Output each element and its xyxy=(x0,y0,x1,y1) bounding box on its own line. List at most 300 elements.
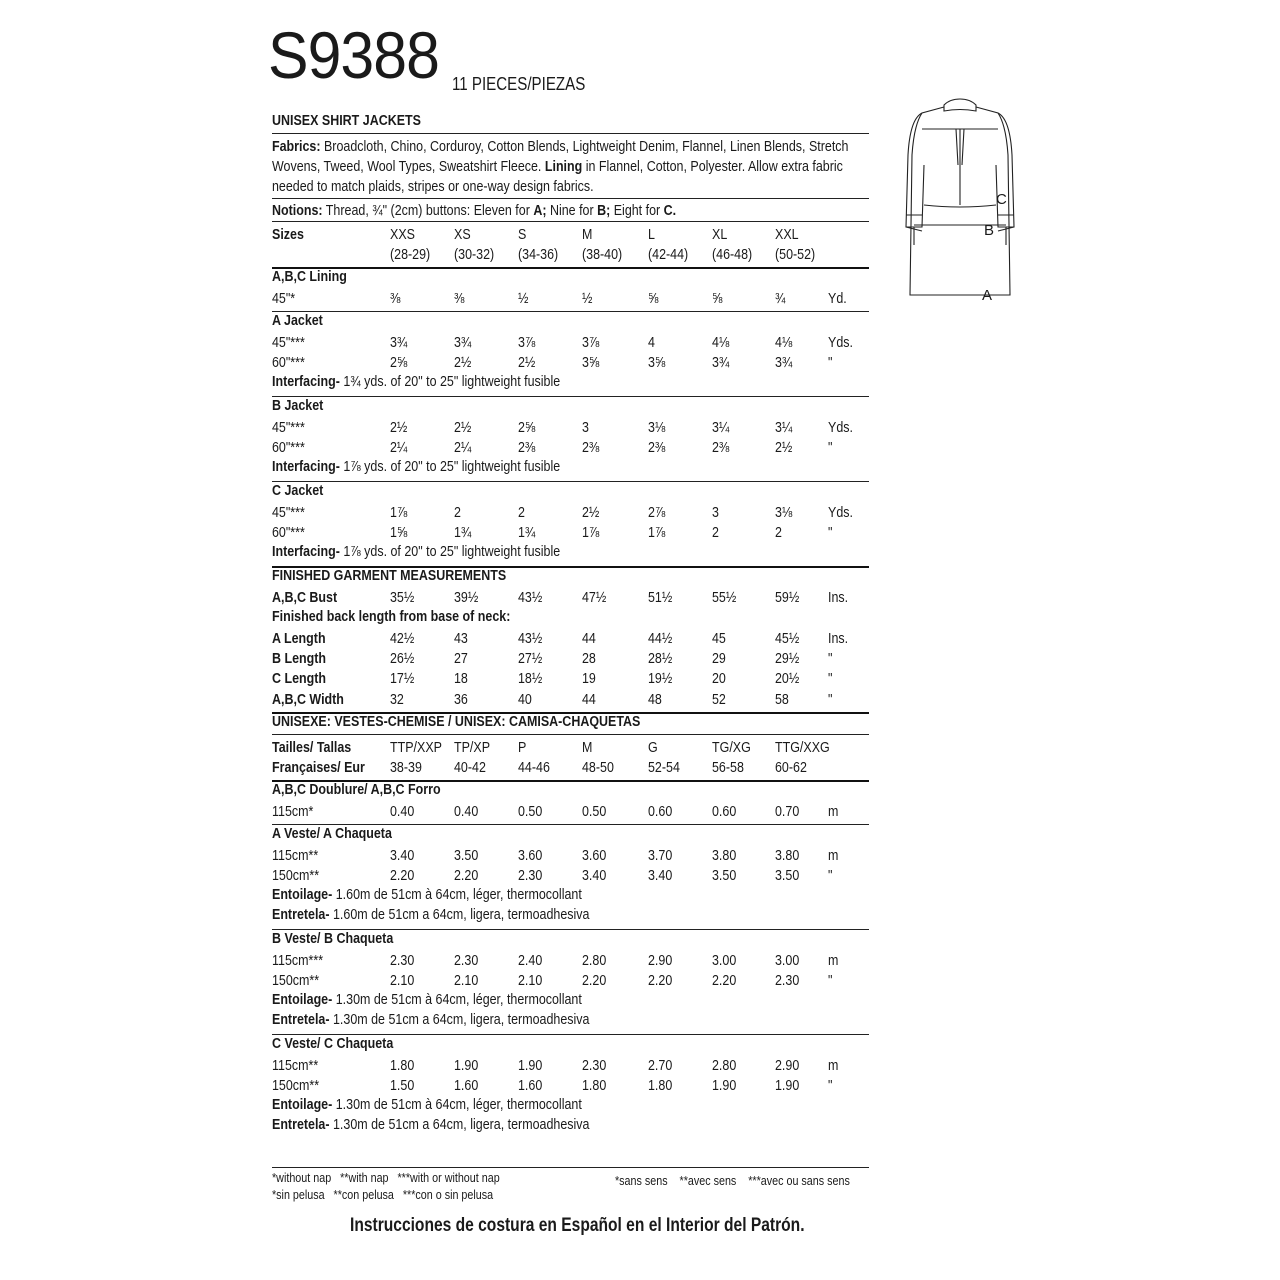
notions-text: Eight for xyxy=(610,203,664,219)
notions-a: A; xyxy=(533,203,547,219)
cell: 2⅝ xyxy=(390,355,408,371)
yardage-row xyxy=(272,866,872,886)
unit: " xyxy=(828,1078,833,1094)
entoilage-label: Entoilage- xyxy=(272,1097,333,1113)
cell: 19 xyxy=(582,671,596,687)
cell: 3.60 xyxy=(582,848,607,864)
size-range: (50-52) xyxy=(775,247,816,263)
size-range: 56-58 xyxy=(712,760,744,776)
cell: 2⅜ xyxy=(518,440,536,456)
cell: 0.40 xyxy=(454,804,479,820)
section-title: A Jacket xyxy=(272,313,323,329)
notions-b: B; xyxy=(597,203,611,219)
cell: 4 xyxy=(648,335,655,351)
cell: 44 xyxy=(582,631,596,647)
footnote-spanish: *sin pelusa **con pelusa ***con o sin pelusa xyxy=(272,1188,494,1202)
cell: 1¾ xyxy=(518,525,536,541)
entretela-note xyxy=(272,1012,589,1028)
cell: 1⅞ xyxy=(390,505,408,521)
size-name: M xyxy=(582,740,593,756)
interfacing-note xyxy=(272,459,560,475)
size-name: TTG/XXG xyxy=(775,740,830,756)
cell: 3⅛ xyxy=(775,505,793,521)
size-range: (38-40) xyxy=(582,247,623,263)
row-label: 150cm** xyxy=(272,868,320,884)
unit: " xyxy=(828,651,833,667)
cell: 3⅝ xyxy=(582,355,600,371)
back-pleat xyxy=(956,129,964,205)
section-title: A Veste/ A Chaqueta xyxy=(272,826,392,842)
cell: 2¼ xyxy=(390,440,408,456)
row-label: 150cm** xyxy=(272,973,320,989)
section-title: UNISEXE: VESTES-CHEMISE / UNISEX: CAMISA-CHAQUETAS xyxy=(272,714,641,730)
yardage-row xyxy=(272,438,872,458)
row-label: 45"*** xyxy=(272,335,305,351)
cell: 51½ xyxy=(648,590,673,606)
interfacing-label: Interfacing- xyxy=(272,544,340,560)
cell: 3⅛ xyxy=(648,420,666,436)
unit: Yds. xyxy=(828,420,853,436)
view-label-a: A xyxy=(982,287,993,304)
section-title: A,B,C Doublure/ A,B,C Forro xyxy=(272,782,441,798)
measurement-row xyxy=(272,690,872,710)
cell: 2.30 xyxy=(518,868,543,884)
cell: 1⅞ xyxy=(582,525,600,541)
pattern-subtitle: UNISEX SHIRT JACKETS xyxy=(272,113,421,129)
cell: 18½ xyxy=(518,671,543,687)
cell: 36 xyxy=(454,692,468,708)
entretela-label: Entretela- xyxy=(272,907,330,923)
cell: 2.10 xyxy=(518,973,543,989)
cell: 1.90 xyxy=(518,1058,543,1074)
cell: 27 xyxy=(454,651,468,667)
cell: 2.10 xyxy=(454,973,479,989)
cell: 44½ xyxy=(648,631,673,647)
interfacing-note xyxy=(272,374,560,390)
unit: Yds. xyxy=(828,335,853,351)
cell: 2.90 xyxy=(648,953,673,969)
cell: 3¾ xyxy=(712,355,730,371)
cell: 2⅜ xyxy=(712,440,730,456)
entoilage-label: Entoilage- xyxy=(272,992,333,1008)
cell: 2.30 xyxy=(454,953,479,969)
unit: Yd. xyxy=(828,291,847,307)
unit: m xyxy=(828,804,839,820)
cell: 1.80 xyxy=(390,1058,415,1074)
cell: ⅜ xyxy=(454,291,465,307)
cell: 2¼ xyxy=(454,440,472,456)
cell: 2.20 xyxy=(712,973,737,989)
cell: 3.00 xyxy=(775,953,800,969)
entoilage-note xyxy=(272,887,582,903)
section-title: B Veste/ B Chaqueta xyxy=(272,931,394,947)
cell: 39½ xyxy=(454,590,479,606)
cell: 2⅝ xyxy=(518,420,536,436)
yardage-row xyxy=(272,802,872,822)
cell: 2.10 xyxy=(390,973,415,989)
size-range: (28-29) xyxy=(390,247,431,263)
yardage-row xyxy=(272,971,872,991)
unit: " xyxy=(828,868,833,884)
divider xyxy=(272,221,869,222)
fabrics-text: Broadcloth, Chino, Corduroy, Cotton Blends, Lightweight Denim, Flannel, Linen Blends, Stretch Wovens, Tweed, Wool Types, Sweatshirt Fleece. xyxy=(272,139,849,175)
piece-count: 11 PIECES/PIEZAS xyxy=(452,74,586,94)
cell: 2⅜ xyxy=(582,440,600,456)
unit: " xyxy=(828,355,833,371)
cell: 48 xyxy=(648,692,662,708)
row-label: 45"* xyxy=(272,291,296,307)
row-label: 115cm* xyxy=(272,804,314,820)
row-label: 150cm** xyxy=(272,1078,320,1094)
cell: 47½ xyxy=(582,590,607,606)
cell: 0.40 xyxy=(390,804,415,820)
divider xyxy=(272,824,869,825)
cell: 2½ xyxy=(390,420,408,436)
cell: 2.70 xyxy=(648,1058,673,1074)
size-range: (34-36) xyxy=(518,247,559,263)
cell: 45½ xyxy=(775,631,800,647)
cell: 0.70 xyxy=(775,804,800,820)
cell: 1⅞ xyxy=(648,525,666,541)
unit: Ins. xyxy=(828,631,849,647)
cell: 1¾ xyxy=(454,525,472,541)
cell: 1.60 xyxy=(518,1078,543,1094)
cell: 17½ xyxy=(390,671,415,687)
unit: m xyxy=(828,1058,839,1074)
fabrics-paragraph xyxy=(272,137,857,197)
row-label: A Length xyxy=(272,631,326,647)
interfacing-label: Interfacing- xyxy=(272,459,340,475)
unit: " xyxy=(828,440,833,456)
cell: 3.00 xyxy=(712,953,737,969)
divider xyxy=(272,1034,869,1035)
unit: " xyxy=(828,973,833,989)
sizes-label: Sizes xyxy=(272,227,304,243)
cell: ¾ xyxy=(775,291,786,307)
cell: 1.80 xyxy=(582,1078,607,1094)
cell: 26½ xyxy=(390,651,415,667)
size-range: 60-62 xyxy=(775,760,807,776)
size-range: (42-44) xyxy=(648,247,689,263)
entretela-text: 1.30m de 51cm a 64cm, ligera, termoadhesiva xyxy=(329,1117,590,1133)
notions-c: C. xyxy=(663,203,677,219)
size-range: 44-46 xyxy=(518,760,550,776)
row-label: 60"*** xyxy=(272,525,305,541)
cell: 2.20 xyxy=(648,973,673,989)
yardage-row xyxy=(272,289,872,309)
cell: 20½ xyxy=(775,671,800,687)
cell: 43½ xyxy=(518,631,543,647)
cell: 3.50 xyxy=(712,868,737,884)
cell: 2.20 xyxy=(582,973,607,989)
interfacing-text: 1⅞ yds. of 20" to 25" lightweight fusible xyxy=(339,544,561,560)
size-range: 48-50 xyxy=(582,760,614,776)
back-length-label: Finished back length from base of neck: xyxy=(272,609,511,625)
entretela-text: 1.30m de 51cm a 64cm, ligera, termoadhesiva xyxy=(329,1012,590,1028)
entretela-note xyxy=(272,907,589,923)
cell: 2½ xyxy=(454,420,472,436)
unit: Ins. xyxy=(828,590,849,606)
entoilage-label: Entoilage- xyxy=(272,887,333,903)
cell: 0.60 xyxy=(712,804,737,820)
cell: 2.80 xyxy=(712,1058,737,1074)
section-title: C Jacket xyxy=(272,483,324,499)
cell: 55½ xyxy=(712,590,737,606)
measurement-row xyxy=(272,588,872,608)
cell: 52 xyxy=(712,692,726,708)
divider xyxy=(272,311,869,312)
cell: 3.50 xyxy=(775,868,800,884)
spanish-instructions-note: Instrucciones de costura en Español en el Interior del Patrón. xyxy=(350,1215,805,1236)
cell: 3.50 xyxy=(454,848,479,864)
entretela-label: Entretela- xyxy=(272,1117,330,1133)
row-label: Françaises/ Eur xyxy=(272,760,365,776)
size-name: S xyxy=(518,227,527,243)
footnote-french: *sans sens **avec sens ***avec ou sans sens xyxy=(615,1174,850,1188)
unit: m xyxy=(828,953,839,969)
cell: 44 xyxy=(582,692,596,708)
hem-c xyxy=(924,205,996,207)
size-ranges-row xyxy=(272,245,872,265)
cell: 3¾ xyxy=(775,355,793,371)
sizes-row xyxy=(272,758,872,778)
row-label: A,B,C Width xyxy=(272,692,344,708)
notions-label: Notions: xyxy=(272,203,323,219)
divider xyxy=(272,929,869,930)
cell: 3 xyxy=(712,505,719,521)
divider xyxy=(272,133,869,134)
cell: ½ xyxy=(518,291,529,307)
cell: ⅝ xyxy=(648,291,659,307)
row-label: Tailles/ Tallas xyxy=(272,740,352,756)
cell: 2.30 xyxy=(582,1058,607,1074)
divider xyxy=(272,396,869,397)
cell: 2⅜ xyxy=(648,440,666,456)
cell: ⅝ xyxy=(712,291,723,307)
measurement-row xyxy=(272,629,872,649)
cell: 2.80 xyxy=(582,953,607,969)
entoilage-note xyxy=(272,1097,582,1113)
interfacing-text: 1⅞ yds. of 20" to 25" lightweight fusible xyxy=(339,459,561,475)
cell: 0.50 xyxy=(582,804,607,820)
cell: 2 xyxy=(454,505,461,521)
size-range: (46-48) xyxy=(712,247,753,263)
cell: ½ xyxy=(582,291,593,307)
cell: 4⅛ xyxy=(775,335,793,351)
cell: 2½ xyxy=(775,440,793,456)
entretela-text: 1.60m de 51cm a 64cm, ligera, termoadhesiva xyxy=(329,907,590,923)
yardage-row xyxy=(272,951,872,971)
size-range: 40-42 xyxy=(454,760,486,776)
unit: m xyxy=(828,848,839,864)
cell: 2 xyxy=(518,505,525,521)
yardage-row xyxy=(272,503,872,523)
cell: 3⅝ xyxy=(648,355,666,371)
divider xyxy=(272,267,869,269)
cell: 0.60 xyxy=(648,804,673,820)
pattern-number: S9388 xyxy=(268,18,439,92)
cell: 2.20 xyxy=(390,868,415,884)
cell: 18 xyxy=(454,671,468,687)
cell: 3.70 xyxy=(648,848,673,864)
yardage-row xyxy=(272,846,872,866)
sizes-row xyxy=(272,738,872,758)
cell: 1.90 xyxy=(775,1078,800,1094)
cell: 3.60 xyxy=(518,848,543,864)
cell: 3.80 xyxy=(712,848,737,864)
row-label: 115cm*** xyxy=(272,953,324,969)
measurement-row xyxy=(272,649,872,669)
cell: 3 xyxy=(582,420,589,436)
yardage-row xyxy=(272,418,872,438)
size-name: TP/XP xyxy=(454,740,491,756)
cell: 2.20 xyxy=(454,868,479,884)
entoilage-note xyxy=(272,992,582,1008)
row-label: 60"*** xyxy=(272,355,305,371)
size-name: XXS xyxy=(390,227,415,243)
cell: 28 xyxy=(582,651,596,667)
cell: 3¾ xyxy=(454,335,472,351)
measurement-row xyxy=(272,669,872,689)
cell: 1.80 xyxy=(648,1078,673,1094)
cell: 1⅝ xyxy=(390,525,408,541)
cell: 4⅛ xyxy=(712,335,730,351)
cell: 27½ xyxy=(518,651,543,667)
cell: 45 xyxy=(712,631,726,647)
size-name: TTP/XXP xyxy=(390,740,442,756)
cell: 29 xyxy=(712,651,726,667)
section-title: A,B,C Lining xyxy=(272,269,347,285)
yardage-row xyxy=(272,353,872,373)
cell: 2.30 xyxy=(775,973,800,989)
unit: Yds. xyxy=(828,505,853,521)
view-label-c: C xyxy=(996,191,1007,208)
size-name: TG/XG xyxy=(712,740,751,756)
cell: 40 xyxy=(518,692,532,708)
view-label-b: B xyxy=(984,222,995,239)
cell: 2 xyxy=(775,525,782,541)
cell: 20 xyxy=(712,671,726,687)
cell: 43½ xyxy=(518,590,543,606)
row-label: 115cm** xyxy=(272,848,319,864)
divider xyxy=(272,481,869,482)
section-title: B Jacket xyxy=(272,398,324,414)
cell: 2½ xyxy=(454,355,472,371)
divider xyxy=(272,734,869,735)
notions-paragraph xyxy=(272,201,857,221)
cell: 1.50 xyxy=(390,1078,415,1094)
size-range: 38-39 xyxy=(390,760,422,776)
size-range: 52-54 xyxy=(648,760,680,776)
cell: 59½ xyxy=(775,590,800,606)
cell: 2.30 xyxy=(390,953,415,969)
row-label: C Length xyxy=(272,671,327,687)
size-name: L xyxy=(648,227,655,243)
yardage-row xyxy=(272,333,872,353)
lining-text: in Flannel, Cotton, Polyester. Allow extra fabric needed to match plaids, stripes or one-way design fabrics. xyxy=(272,159,843,195)
cell: 2 xyxy=(712,525,719,541)
unit: " xyxy=(828,525,833,541)
cell: 3¾ xyxy=(390,335,408,351)
interfacing-note xyxy=(272,544,560,560)
section-title: C Veste/ C Chaqueta xyxy=(272,1036,394,1052)
entretela-label: Entretela- xyxy=(272,1012,330,1028)
interfacing-label: Interfacing- xyxy=(272,374,340,390)
unit: " xyxy=(828,692,833,708)
row-label: 45"*** xyxy=(272,420,305,436)
cell: 28½ xyxy=(648,651,673,667)
size-range: (30-32) xyxy=(454,247,495,263)
entoilage-text: 1.30m de 51cm à 64cm, léger, thermocollant xyxy=(332,1097,582,1113)
interfacing-text: 1¾ yds. of 20" to 25" lightweight fusible xyxy=(339,374,561,390)
cell: 3⅞ xyxy=(518,335,536,351)
cell: 1.60 xyxy=(454,1078,479,1094)
divider xyxy=(272,1167,869,1168)
cell: 35½ xyxy=(390,590,415,606)
cell: ⅜ xyxy=(390,291,401,307)
notions-text: Thread, ¾" (2cm) buttons: Eleven for xyxy=(322,203,534,219)
row-label: 115cm** xyxy=(272,1058,319,1074)
cell: 2⅞ xyxy=(648,505,666,521)
cell: 3.40 xyxy=(648,868,673,884)
cell: 2.40 xyxy=(518,953,543,969)
footnote-english: *without nap **with nap ***with or without nap xyxy=(272,1171,500,1185)
sizes-row xyxy=(272,225,872,245)
yardage-row xyxy=(272,1056,872,1076)
size-name: XL xyxy=(712,227,728,243)
size-name: M xyxy=(582,227,593,243)
cell: 2½ xyxy=(582,505,600,521)
cell: 32 xyxy=(390,692,404,708)
size-name: XXL xyxy=(775,227,799,243)
lining-label: Lining xyxy=(544,159,583,175)
notions-text: Nine for xyxy=(546,203,598,219)
row-label: B Length xyxy=(272,651,327,667)
row-label: 60"*** xyxy=(272,440,305,456)
size-name: P xyxy=(518,740,527,756)
size-name: XS xyxy=(454,227,471,243)
cell: 2½ xyxy=(518,355,536,371)
cell: 19½ xyxy=(648,671,673,687)
cell: 3.80 xyxy=(775,848,800,864)
cell: 3¼ xyxy=(775,420,793,436)
cell: 3¼ xyxy=(712,420,730,436)
yardage-row xyxy=(272,1076,872,1096)
cell: 3.40 xyxy=(390,848,415,864)
divider xyxy=(272,198,869,199)
cell: 43 xyxy=(454,631,468,647)
yardage-row xyxy=(272,523,872,543)
fabrics-label: Fabrics: xyxy=(272,139,321,155)
cell: 1.90 xyxy=(712,1078,737,1094)
section-title: FINISHED GARMENT MEASUREMENTS xyxy=(272,568,507,584)
cell: 3⅞ xyxy=(582,335,600,351)
cell: 3.40 xyxy=(582,868,607,884)
size-name: G xyxy=(648,740,658,756)
cell: 42½ xyxy=(390,631,415,647)
collar-outline xyxy=(944,99,976,111)
cell: 2.90 xyxy=(775,1058,800,1074)
row-label: 45"*** xyxy=(272,505,305,521)
unit: " xyxy=(828,671,833,687)
cell: 58 xyxy=(775,692,789,708)
cell: 0.50 xyxy=(518,804,543,820)
cell: 29½ xyxy=(775,651,800,667)
entretela-note xyxy=(272,1117,589,1133)
cell: 1.90 xyxy=(454,1058,479,1074)
entoilage-text: 1.60m de 51cm à 64cm, léger, thermocollant xyxy=(332,887,582,903)
row-label: A,B,C Bust xyxy=(272,590,338,606)
